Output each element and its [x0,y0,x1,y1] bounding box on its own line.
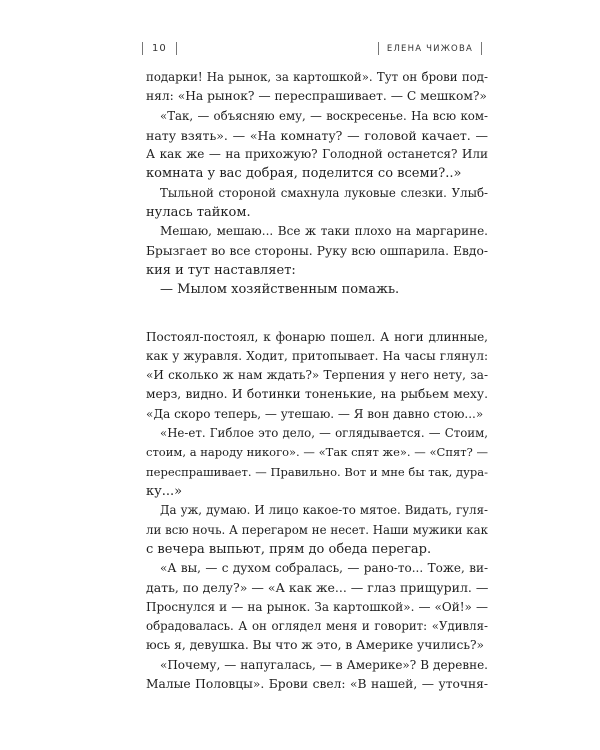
text-line: Мешаю, мешаю... Все ж таки плохо на маргарине. [160,224,488,239]
text-line: «Не-ет. Гиблое это дело, — оглядывается. — Стоим, [160,426,488,441]
section-break [146,300,488,328]
text-line: комната у вас добрая, поделится со всеми?..» [146,166,462,182]
header-right [378,42,482,55]
body-text [146,68,488,694]
text-line: «Почему, — напугалась, — в Америке»? В деревне. [160,657,488,672]
text-line: Малые Половцы». Брови свел: «В нашей, — уточня- [146,676,488,691]
text-line: «Да скоро теперь, — утешаю. — Я вон давно стою...» [146,406,484,421]
text-line: дать, по делу?» — «А как же... — глаз прищурил. — [146,580,489,596]
text-line: ли всю ночь. А перегаром не несет. Наши мужики как [146,522,488,537]
header-divider [378,42,379,55]
header-divider [481,42,482,55]
text-line: переспрашивает. — Правильно. Вот и мне бы так, дура- [146,464,488,479]
text-line: ку...» [146,483,183,499]
header-divider [176,42,177,55]
text-line: нату взять». — «На комнату? — головой качает. — [146,127,488,143]
text-line: Постоял-постоял, к фонарю пошел. А ноги длинные, [146,329,488,344]
text-line: юсь я, девушка. Вы что ж это, в Америке учились?» [146,638,485,653]
text-line: «А вы, — с духом собралась, — рано-то... Тоже, ви- [160,561,488,576]
text-line: обрадовалась. А он оглядел меня и говорит: «Удивля- [146,619,488,634]
text-line: стоим, а народу никого». — «Так спят же». — «Спят? — [146,445,488,460]
text-line: с вечера выпьют, прям до обеда перегар. [146,541,432,557]
text-line: А как же — на прихожую? Голодной останется? Или [146,147,488,162]
text-line: нулась тайком. [146,205,251,221]
page-number: 10 [152,43,167,54]
text-line: Брызгает во все стороны. Руку всю ошпарила. Евдо- [146,243,488,258]
text-line: Тыльной стороной смахнула луковые слезки. Улыб- [160,185,488,200]
author-name: ЕЛЕНА ЧИЖОВА [386,43,473,54]
text-line: нял: «На рынок? — переспрашивает. — С мешком?» [146,89,487,104]
text-line: Да уж, думаю. И лицо какое-то мятое. Видать, гуля- [160,503,488,518]
text-line: «Так, — объясняю ему, — воскресенье. На всю ком- [160,108,488,123]
text-line: мерз, видно. И ботинки тоненькие, на рыбьем меху. [146,387,488,402]
header-left [142,42,177,55]
text-line: «И сколько ж нам ждать?» Терпения у него нету, за- [146,368,488,383]
text-line: кия и тут наставляет: [146,262,296,278]
text-line: как у журавля. Ходит, притопывает. На часы глянул: [146,348,488,363]
running-header [142,38,482,58]
text-line: — Мылом хозяйственным помажь. [160,282,400,298]
text-line: подарки! На рынок, за картошкой». Тут он брови под- [146,70,488,84]
header-divider [142,42,143,55]
text-line: Проснулся и — на рынок. За картошкой». — «Ой!» — [146,599,488,614]
